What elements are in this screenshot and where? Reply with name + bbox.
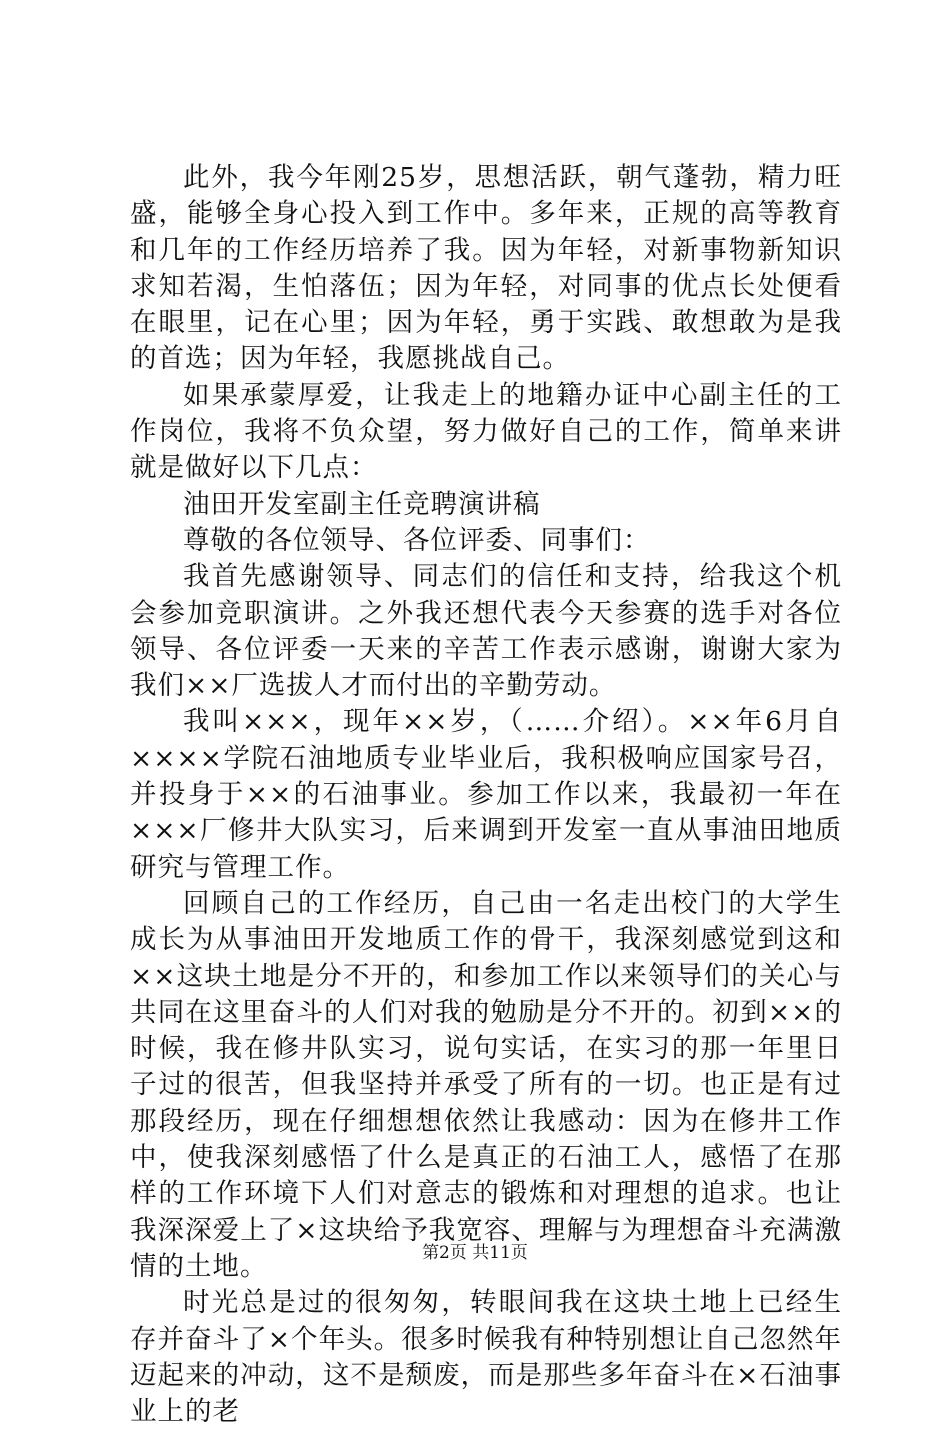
paragraph: 我首先感谢领导、同志们的信任和支持，给我这个机会参加竞职演讲。之外我还想代表今天参赛的选手对各位领导、各位评委一天来的辛苦工作表示感谢，谢谢大家为我们××厂选拔人才而付出的辛勤劳动。 xyxy=(130,561,842,702)
document-title-line: 油田开发室副主任竞聘演讲稿 xyxy=(183,488,541,520)
salutation: 尊敬的各位领导、各位评委、同事们： xyxy=(183,524,651,556)
paragraph: 如果承蒙厚爱，让我走上的地籍办证中心副主任的工作岗位，我将不负众望，努力做好自己的工作，简单来讲就是做好以下几点： xyxy=(130,379,842,484)
document-body xyxy=(130,160,842,1430)
paragraph: 我叫×××，现年××岁，（……介绍）。××年6月自××××学院石油地质专业毕业后，我积极响应国家号召，并投身于××的石油事业。参加工作以来，我最初一年在×××厂修井大队实习，后来调到开发室一直从事油田地质研究与管理工作。 xyxy=(130,706,842,883)
page-number-footer: 第2页 共11页 xyxy=(422,1243,528,1263)
paragraph: 回顾自己的工作经历，自己由一名走出校门的大学生成长为从事油田开发地质工作的骨干，我深刻感觉到这和××这块土地是分不开的，和参加工作以来领导们的关心与共同在这里奋斗的人们对我的勉励是分不开的。初到××的时候，我在修井队实习，说句实话，在实习的那一年里日子过的很苦，但我坚持并承受了所有的一切。也正是有过那段经历，现在仔细想想依然让我感动：因为在修井工作中，使我深刻感悟了什么是真正的石油工人，感悟了在那样的工作环境下人们对意志的锻炼和对理想的追求。也让我深深爱上了×这块给予我宽容、理解与为理想奋斗充满激情的土地。 xyxy=(130,887,842,1282)
paragraph: 此外，我今年刚25岁，思想活跃，朝气蓬勃，精力旺盛，能够全身心投入到工作中。多年来，正规的高等教育和几年的工作经历培养了我。因为年轻，对新事物新知识求知若渴，生怕落伍；因为年轻，对同事的优点长处便看在眼里，记在心里；因为年轻，勇于实践、敢想敢为是我的首选；因为年轻，我愿挑战自己。 xyxy=(130,162,842,375)
paragraph: 时光总是过的很匆匆，转眼间我在这块土地上已经生存并奋斗了×个年头。很多时候我有种特别想让自己忽然年迈起来的冲动，这不是颓废，而是那些多年奋斗在×石油事业上的老 xyxy=(130,1287,842,1428)
